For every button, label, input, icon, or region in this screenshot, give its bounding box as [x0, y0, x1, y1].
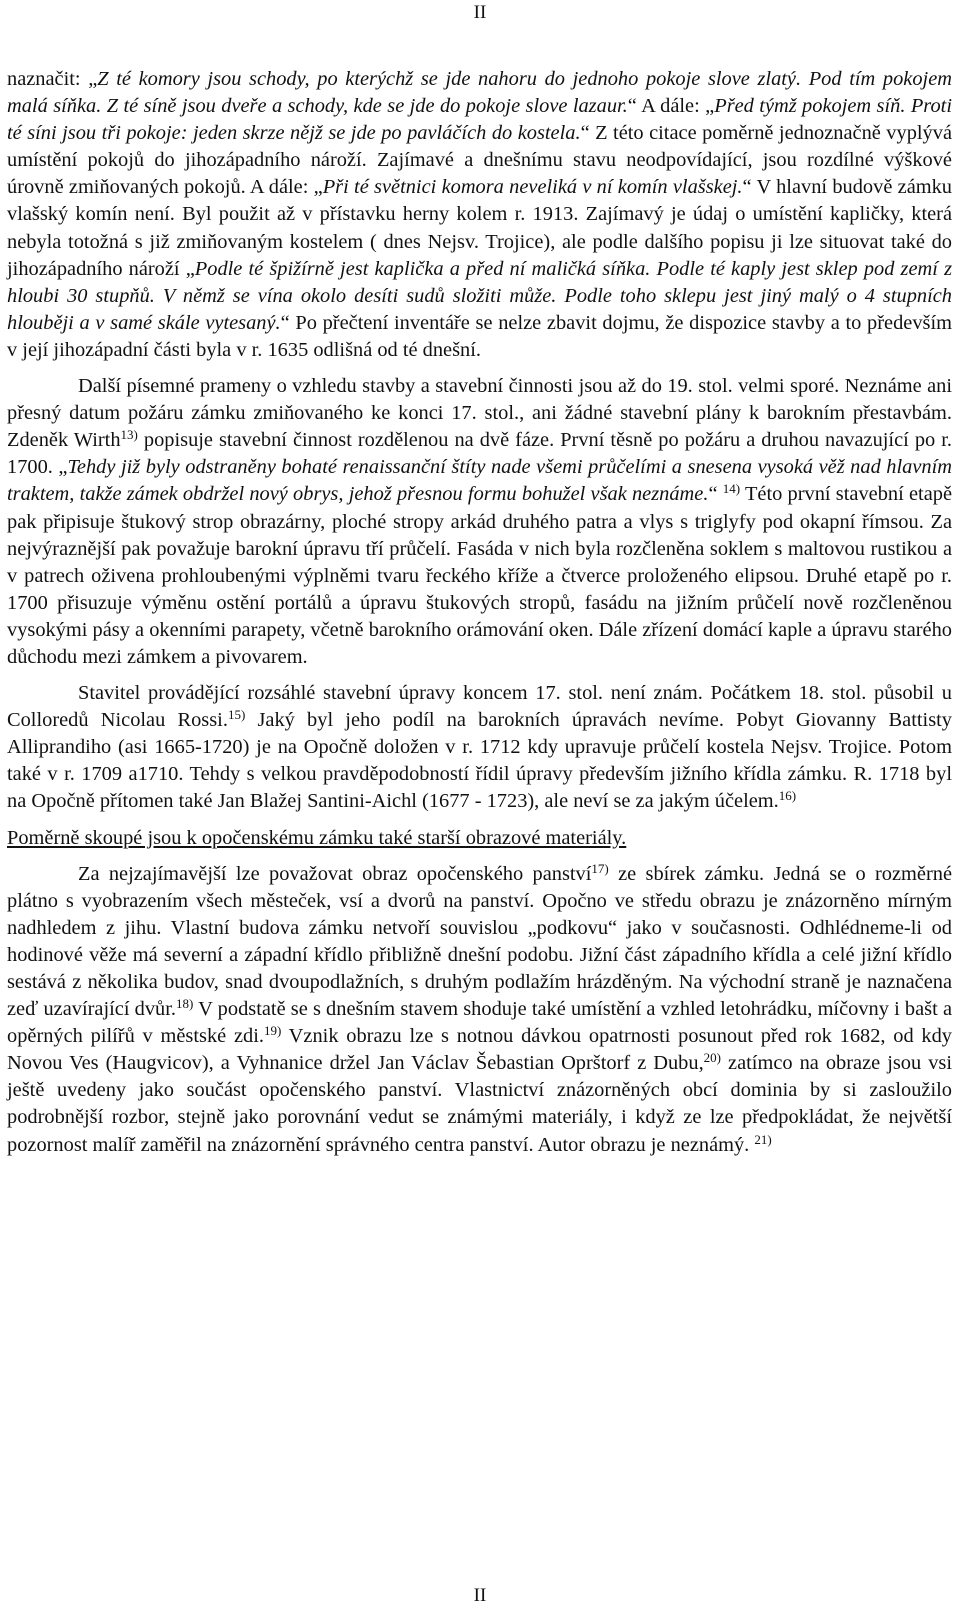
footnote-ref: 13) — [120, 427, 138, 443]
footnote-ref: 20) — [703, 1050, 722, 1066]
text: V podstatě se s dnešním stavem shoduje také umístění a vzhled letohrádku, míčovny i bašt a opěrných pilířů v městské zdi. — [7, 998, 952, 1048]
quote: Z té komory jsou schody, po kterýchž se jde nahoru do jednoho pokoje slove zlatý. Pod tím pokojem malá síňka. Z té síně jsou dveře a schody, kde se jde do pokoje slove lazaur. — [7, 68, 952, 118]
text: “ — [708, 483, 723, 506]
text: Této první stavební etapě pak připisuje štukový strop obrazárny, ploché stropy arkád druhého patra a vlys s triglyfy pod okapní římsou. Za nejvýraznější pak považuje barokní úpravu tří průčelí. Fasáda v nich byla rozčleněna soklem s maltovou rustikou a v patrech oživena prohloubenými výplněmi tvaru řeckého kříže a čtverce proloženého elipsou. Druhé etapě po r. 1700 přisuzuje výměnu ostění portálů a úpravu štukových stropů, fasádu na jižním průčelí nově rozčleněnou vysokými pásy a okenními parapety, včetně barokního orámování oken. Dále zřízení domácí kaple a úpravu starého důchodu mezi zámkem a pivovarem. — [7, 483, 953, 668]
text: “ V hlavní budově zámku vlašský komín není. Byl použit až v přístavku herny kolem r. 1913. Zajímavý je údaj o umístění kapličky, která nebyla totožná s již zmiňovaným kostelem ( dnes Nejsv. Trojice), ale podle dalšího popisu ji lze situovat také do jihozápadního nároží „ — [7, 176, 952, 280]
text: “ Po přečtení inventáře se nelze zbavit dojmu, že dispozice stavby a to především v její jihozápadní části byla v r. 1635 odlišná od té dnešní. — [7, 311, 952, 361]
footnote-ref: 19) — [263, 1023, 282, 1039]
quote: Před týmž pokojem síň. Proti té síni jsou tři pokoje: jeden skrze nějž se jde po pavláčích do kostela. — [7, 95, 953, 145]
text: popisuje stavební činnost rozdělenou na dvě fáze. První těsně po požáru a druhou navazující po r. 1700. „ — [7, 429, 952, 479]
text: “ Z této citace poměrně jednoznačně vyplývá umístění pokojů do jihozápadního nároží. Zajímavé a dnešnímu stavu neodpovídající, jsou rozdílné výškové úrovně zmiňovaných pokojů. A dále: „ — [7, 122, 952, 199]
footnote-ref: 15) — [227, 707, 246, 723]
paragraph-inventory-quotes — [7, 66, 952, 364]
footnote-ref: 16) — [778, 788, 797, 804]
paragraph-building-phases — [7, 373, 952, 671]
quote: Tehdy již byly odstraněny bohaté renaissanční štíty nade všemi průčelími a snesena vysoká věž nad hlavním traktem, takže zámek obdržel nový obrys, jehož přesnou formu bohužel však neznáme. — [7, 456, 952, 506]
text: Jaký byl jeho podíl na barokních úpravách nevíme. Pobyt Giovanny Battisty Alliprandiho (asi 1665-1720) je na Opočně doložen v r. 1712 kdy upravuje průčelí kostela Nejsv. Trojice. Potom také v r. 1709 a1710. Tehdy s velkou pravděpodobností řídil úpravy především jižního křídla zámku. R. 1718 byl na Opočně přítomen také Jan Blažej Santini-Aichl (1677 - 1723), ale neví se za jakým účelem. — [7, 709, 952, 813]
text: naznačit: „ — [7, 68, 98, 90]
text: Vznik obrazu lze s notnou dávkou opatrnosti posunout před rok 1682, od kdy Novou Ves (Haugvicov), a Vyhnanice držel Jan Václav Šebastian Oprštorf z Dubu, — [7, 1025, 952, 1075]
section-heading: Poměrně skoupé jsou k opočenskému zámku také starší obrazové materiály. — [7, 826, 627, 849]
footnote-ref: 18) — [176, 996, 194, 1012]
text: ze sbírek zámku. Jedná se o rozměrné plátno s vyobrazením všech městeček, vsí a dvorů na panství. Opočno ve středu obrazu je znázorněno mírným nadhledem z jihu. Vlastní budova zámku netvoří souvislou „podkovu“ jako v současnosti. Odhlédneme-li od hodinové věže má severní a západní křídlo přibližně dnešní podobu. Jižní část západního křídla a celé jižní křídlo sestává z několika budov, snad dvoupodlažních, s druhým podlažím hrázděným. Na východní straně je naznačena zeď uzavírající dvůr. — [7, 862, 953, 1021]
document-body — [7, 66, 952, 1159]
footnote-ref: 21) — [754, 1131, 772, 1147]
page-number-bottom: II — [473, 1585, 487, 1606]
paragraph-architects — [7, 680, 952, 815]
paragraph-painting — [7, 861, 952, 1159]
quote: Podle té špižírně jest kaplička a před ní maličká síňka. Podle té kaply jest sklep pod zemí z hloubi 30 stupňů. V němž se vína okolo desíti sudů složiti může. Podle toho sklepu jest jiný malý o 4 stupních hlouběji a v samé skále vytesaný. — [7, 257, 952, 334]
text: Stavitel provádějící rozsáhlé stavební úpravy koncem 17. stol. není znám. Počátkem 18. stol. působil u Colloredů Nicolau Rossi. — [7, 682, 952, 732]
text: “ A dále: „ — [627, 95, 715, 118]
text: zatímco na obraze jsou vsi ještě uvedeny jako součást opočenského panství. Vlastnictví znázorněných obcí dominia by si zasloužilo podrobnější rozbor, stejně jako porovnání vedut se známými materiály, i když ze lze předpokládat, že největší pozornost malíř zaměřil na znázornění správného centra panství. Autor obrazu je neznámý. — [7, 1052, 953, 1156]
quote: Při té světnici komora neveliká v ní komín vlašskej. — [322, 176, 743, 199]
page-number-top: II — [473, 2, 487, 23]
footnote-ref: 17) — [591, 860, 609, 876]
text: Za nejzajímavější lze považovat obraz opočenského panství — [78, 862, 592, 885]
footnote-ref: 14) — [722, 481, 741, 497]
text: Další písemné prameny o vzhledu stavby a stavební činnosti jsou až do 19. stol. velmi sporé. Neznáme ani přesný datum požáru zámku zmiňovaného ke konci 17. stol., ani žádné stavební plány k barokním přestavbám. Zdeněk Wirth — [7, 375, 952, 452]
